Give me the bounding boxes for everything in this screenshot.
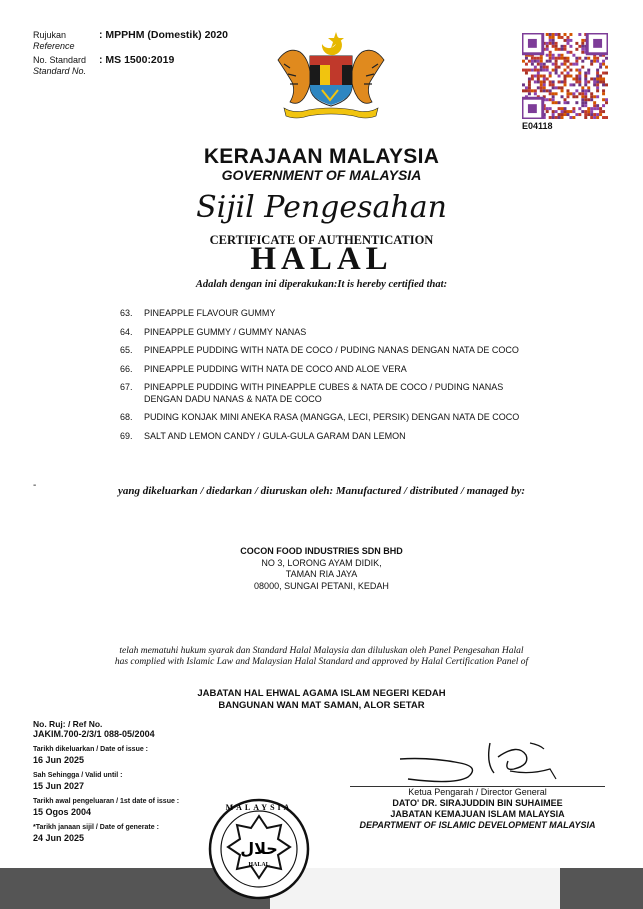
certificate-meta (33, 719, 179, 849)
standard-label: No. Standard (33, 55, 87, 65)
list-item: 66. PINEAPPLE PUDDING WITH NATA DE COCO AND ALOE VERA (120, 363, 407, 374)
issue-date-value: 16 Jun 2025 (33, 755, 85, 765)
issue-date-label: Tarikh dikeluarkan / Date of issue : (33, 746, 149, 753)
product-name: PINEAPPLE PUDDING WITH NATA DE COCO / PUDING NANAS DENGAN NATA DE COCO (144, 345, 519, 355)
valid-until-value: 15 Jun 2027 (33, 781, 85, 791)
company-name: COCON FOOD INDUSTRIES SDN BHD (240, 546, 403, 556)
reference-label-en: Reference (33, 41, 75, 51)
director-name: DATO' DR. SIRAJUDDIN BIN SUHAIMEE (392, 798, 563, 808)
certify-line: Adalah dengan ini diperakukan:It is hereby certified that: (195, 279, 448, 290)
product-name: PINEAPPLE PUDDING WITH NATA DE COCO AND ALOE VERA (144, 363, 407, 374)
government-malay-title: KERAJAAN MALAYSIA (203, 145, 440, 168)
standard-label-en: Standard No. (33, 66, 87, 76)
halal-logo-icon (208, 798, 310, 900)
issuing-authority (0, 688, 643, 711)
director-block (350, 787, 605, 831)
manufactured-by-line: yang dikeluarkan / diedarkan / diuruskan oleh: Manufactured / distributed / managed by: (117, 485, 526, 497)
first-issue-label: Tarikh awal pengeluaran / 1st date of issue : (33, 798, 180, 805)
ref-no-label: No. Ruj: / Ref No. (33, 719, 103, 729)
generate-date-label: *Tarikh janaan sijil / Date of generate : (33, 824, 159, 831)
authority-line-2: BANGUNAN WAN MAT SAMAN, ALOR SETAR (218, 699, 425, 711)
reference-label: Rujukan (33, 30, 67, 40)
list-item: 63. PINEAPPLE FLAVOUR GUMMY (120, 308, 276, 318)
product-name: PINEAPPLE GUMMY / GUMMY NANAS (144, 326, 307, 337)
first-issue-value: 15 Ogos 2004 (33, 807, 92, 817)
reference-block (33, 30, 228, 80)
company-address-1: NO 3, LORONG AYAM DIDIK, (261, 557, 382, 568)
logo-top-text: MALAYSIA (225, 803, 293, 812)
halal-title: HALAL (250, 241, 393, 277)
dash-mark: - (33, 480, 37, 491)
product-name: PINEAPPLE PUDDING WITH PINEAPPLE CUBES & NATA DE COCO / PUDING NANAS DENGAN DADU NANAS & NATA DE COCO (144, 382, 504, 404)
government-english-title: GOVERNMENT OF MALAYSIA (221, 167, 422, 183)
compliance-malay: telah mematuhi hukum syarak dan Standard Halal Malaysia dan diluluskan oleh Panel Pengesahan Halal (119, 646, 524, 656)
department-english: DEPARTMENT OF ISLAMIC DEVELOPMENT MALAYSIA (359, 820, 596, 830)
company-block (0, 546, 643, 592)
logo-center-text: حلال (240, 839, 278, 858)
coat-of-arms-icon (270, 30, 392, 124)
product-list (120, 308, 520, 449)
product-name: PUDING KONJAK MINI ANEKA RASA (MANGGA, LECI, PERSIK) DENGAN NATA DE COCO (144, 412, 520, 422)
standard-value: : MS 1500:2019 (99, 54, 175, 66)
certificate-english-title: CERTIFICATE OF AUTHENTICATION (209, 233, 434, 247)
generate-date-value: 24 Jun 2025 (33, 833, 85, 843)
footer-light-panel (270, 868, 560, 909)
product-name: SALT AND LEMON CANDY / GULA-GULA GARAM DAN LEMON (144, 430, 406, 441)
qr-code-id: E04118 (522, 121, 553, 131)
authority-line-1: JABATAN HAL EHWAL AGAMA ISLAM NEGERI KEDAH (197, 688, 446, 699)
ref-no-value: JAKIM.700-2/3/1 088-05/2004 (33, 729, 155, 739)
list-item: 64. PINEAPPLE GUMMY / GUMMY NANAS (120, 326, 307, 337)
list-item: 68. PUDING KONJAK MINI ANEKA RASA (MANGGA, LECI, PERSIK) DENGAN NATA DE COCO (120, 412, 520, 422)
director-title: Ketua Pengarah / Director General (408, 787, 547, 797)
list-item: 69. SALT AND LEMON CANDY / GULA-GULA GARAM DAN LEMON (120, 430, 406, 441)
certificate-malay-title: Sijil Pengesahan (196, 190, 447, 225)
product-name: PINEAPPLE FLAVOUR GUMMY (144, 308, 276, 318)
compliance-english: has complied with Islamic Law and Malaysian Halal Standard and approved by Halal Certification Panel of (114, 657, 529, 667)
valid-until-label: Sah Sehingga / Valid until : (33, 772, 123, 779)
company-address-3: 08000, SUNGAI PETANI, KEDAH (254, 580, 389, 591)
director-signature (390, 737, 560, 787)
department-malay: JABATAN KEMAJUAN ISLAM MALAYSIA (390, 809, 565, 819)
list-item: 65. PINEAPPLE PUDDING WITH NATA DE COCO / PUDING NANAS DENGAN NATA DE COCO (120, 345, 519, 355)
company-address-2: TAMAN RIA JAYA (285, 569, 358, 579)
compliance-statement (0, 646, 643, 668)
reference-value: : MPPHM (Domestik) 2020 (99, 29, 228, 41)
qr-code-icon[interactable] (522, 33, 608, 119)
list-item: 67. PINEAPPLE PUDDING WITH PINEAPPLE CUBES & NATA DE COCO / PUDING NANAS DENGAN DADU NANAS & NATA DE COCO (120, 382, 520, 405)
logo-bottom-text: HALAL (248, 862, 270, 868)
